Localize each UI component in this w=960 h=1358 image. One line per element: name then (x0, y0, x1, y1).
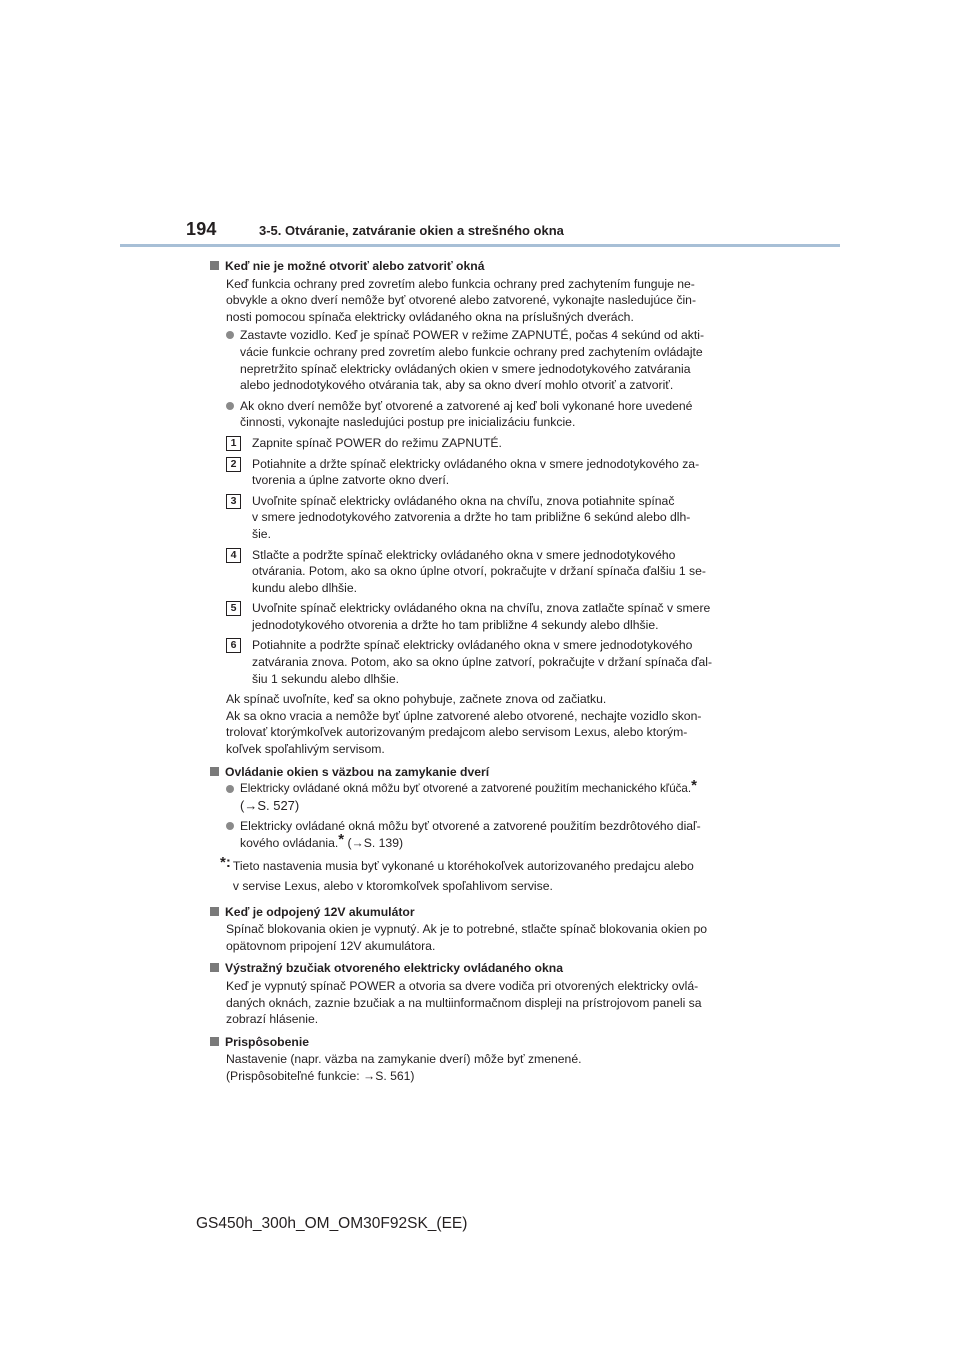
text-line: alebo jednodotykového otvárania tak, aby sa okno dverí mohlo otvoriť a zatvoriť. (240, 378, 674, 393)
step-1 (226, 435, 758, 452)
page-reference-561[interactable]: (Prispôsobiteľné funkcie: →S. 561) (226, 1068, 415, 1083)
text-line: Zastavte vozidlo. Keď je spínač POWER v režime ZAPNUTÉ, počas 4 sekúnd od akti- (240, 328, 705, 343)
round-bullet-icon (226, 785, 234, 793)
text-line: v smere jednodotykového zatvorenia a držte ho tam približne 6 sekúnd alebo dlh- (252, 510, 691, 525)
page-content (210, 258, 758, 1087)
paragraph-buzzer (226, 978, 758, 1028)
text-line: Uvoľnite spínač elektricky ovládaného okna na chvíľu, znova zatlačte spínač v smere (252, 601, 711, 616)
heading-text: Ovládanie okien s väzbou na zamykanie dverí (225, 764, 490, 779)
step-number-badge: 1 (226, 436, 241, 451)
step-number-badge: 2 (226, 457, 241, 472)
text-line: jednodotykového otvorenia a držte ho tam približne 4 sekundy alebo dlhšie. (252, 617, 659, 632)
page-number: 194 (186, 219, 217, 239)
square-bullet-icon (210, 907, 219, 916)
step-5 (226, 600, 758, 633)
text-line: Elektricky ovládané okná môžu byť otvorené a zatvorené použitím mechanického kľúča. (240, 782, 692, 796)
heading-battery-disconnected (210, 904, 758, 921)
asterisk-mark: * (338, 831, 345, 848)
bullet-mechanical-key (226, 777, 758, 814)
header-divider (120, 244, 840, 247)
text-line: šie. (252, 526, 271, 541)
text-line: Tieto nastavenia musia byť vykonané u ktoréhokoľvek autorizovaného predajcu alebo (232, 858, 694, 873)
document-code: GS450h_300h_OM_OM30F92SK_(EE) (196, 1215, 468, 1232)
step-6 (226, 637, 758, 687)
text-line: Keď je vypnutý spínač POWER a otvoria sa dvere vodiča pri otvorených elektricky ovlá- (226, 978, 699, 993)
text-line: daných oknách, zaznie bzučiak a na multiinformačnom displeji na prístrojovom paneli sa (226, 995, 702, 1010)
bullet-wireless-remote (226, 818, 758, 851)
text-line: tvorenia a úplne zatvorte okno dverí. (252, 473, 450, 488)
text-line: nosti pomocou spínača elektricky ovládaného okna na príslušných dverách. (226, 309, 634, 324)
text-line: zatvárania znova. Potom, ako sa okno úplne zatvorí, pokračujte v držaní spínača ďal- (252, 655, 713, 670)
text-line: kundu alebo dlhšie. (252, 580, 358, 595)
text-line: zobrazí hlásenie. (226, 1012, 319, 1027)
bullet-initialize (226, 398, 758, 431)
round-bullet-icon (226, 331, 234, 339)
step-2 (226, 456, 758, 489)
paragraph-intro (226, 276, 758, 326)
text-line: Nastavenie (napr. väzba na zamykanie dverí) môže byť zmenené. (226, 1052, 582, 1067)
step-3 (226, 493, 758, 543)
text-line: Ak spínač uvoľníte, keď sa okno pohybuje, začnete znova od začiatku. (226, 692, 607, 707)
asterisk-mark: * (691, 777, 697, 795)
paragraph-customization (226, 1051, 758, 1084)
text-line: koľvek spoľahlivým servisom. (226, 742, 385, 757)
paragraph-battery (226, 921, 758, 954)
text-line: vácie funkcie ochrany pred zovretím alebo funkcie ochrany pred zachytením ovládajte (240, 344, 703, 359)
text-line: činnosti, vykonajte nasledujúci postup pre inicializáciu funkcie. (240, 415, 576, 430)
heading-customization (210, 1034, 758, 1051)
heading-text: Výstražný bzučiak otvoreného elektricky ovládaného okna (225, 961, 563, 976)
text-line: opätovnom pripojení 12V akumulátora. (226, 938, 436, 953)
text-line: kového ovládania. (240, 836, 339, 850)
step-4 (226, 547, 758, 597)
step-number-badge: 4 (226, 548, 241, 563)
square-bullet-icon (210, 963, 219, 972)
page-reference-527[interactable]: (→S. 527) (240, 797, 300, 813)
footnote-mark: *: (220, 853, 231, 871)
heading-text: Keď nie je možné otvoriť alebo zatvoriť okná (225, 259, 485, 273)
text-line: Potiahnite a držte spínač elektricky ovládaného okna v smere jednodotykového za- (252, 456, 700, 471)
heading-window-lock-link (210, 764, 758, 781)
text-line: Ak sa okno vracia a nemôže byť úplne zatvorené alebo otvorené, nechajte vozidlo skon- (226, 708, 702, 723)
step-number-badge: 6 (226, 638, 241, 653)
square-bullet-icon (210, 1037, 219, 1046)
text-line: Zapnite spínač POWER do režimu ZAPNUTÉ. (252, 435, 502, 450)
text-line: v servise Lexus, alebo v ktoromkoľvek spoľahlivom servise. (232, 878, 553, 893)
round-bullet-icon (226, 822, 234, 830)
text-line: Stlačte a podržte spínač elektricky ovládaného okna v smere jednodotykového (252, 547, 676, 562)
section-title: 3-5. Otváranie, zatváranie okien a strešného okna (259, 223, 564, 238)
step-number-badge: 5 (226, 601, 241, 616)
text-line: otvárania. Potom, ako sa okno úplne otvorí, pokračujte v držaní spínača ďalšiu 1 se- (252, 564, 706, 579)
text-line: šiu 1 sekundu alebo dlhšie. (252, 671, 400, 686)
heading-text: Keď je odpojený 12V akumulátor (225, 904, 415, 919)
text-line: Uvoľnite spínač elektricky ovládaného okna na chvíľu, znova potiahnite spínač (252, 493, 675, 508)
heading-cannot-open-close (210, 258, 758, 275)
text-line: Ak okno dverí nemôže byť otvorené a zatvorené aj keď boli vykonané hore uvedené (240, 398, 693, 413)
square-bullet-icon (210, 767, 219, 776)
text-line: nepretržito spínač elektricky ovládaných okien v smere jednodotykového zatvárania (240, 361, 691, 376)
footnote (220, 853, 758, 896)
step-number-badge: 3 (226, 494, 241, 509)
text-line: Keď funkcia ochrany pred zovretím alebo funkcia ochrany pred zachytením funguje ne- (226, 276, 695, 291)
heading-text: Prispôsobenie (225, 1034, 309, 1049)
text-line: obvykle a okno dverí nemôže byť otvorené alebo zatvorené, vykonajte nasledujúce čin- (226, 293, 697, 308)
text-line: trolovať ktorýmkoľvek autorizovaným predajcom alebo servisom Lexus, alebo ktorým- (226, 725, 688, 740)
paragraph-outro (226, 691, 758, 757)
square-bullet-icon (210, 261, 219, 270)
page-reference-139[interactable]: (→S. 139) (347, 836, 404, 850)
text-line: Potiahnite a podržte spínač elektricky ovládaného okna v smere jednodotykového (252, 638, 693, 653)
text-line: Spínač blokovania okien je vypnutý. Ak je to potrebné, stlačte spínač blokovania okien po (226, 922, 708, 937)
round-bullet-icon (226, 402, 234, 410)
bullet-stop-vehicle (226, 327, 758, 393)
heading-window-open-buzzer (210, 960, 758, 977)
text-line: Elektricky ovládané okná môžu byť otvorené a zatvorené použitím bezdrôtového diaľ- (240, 819, 701, 834)
